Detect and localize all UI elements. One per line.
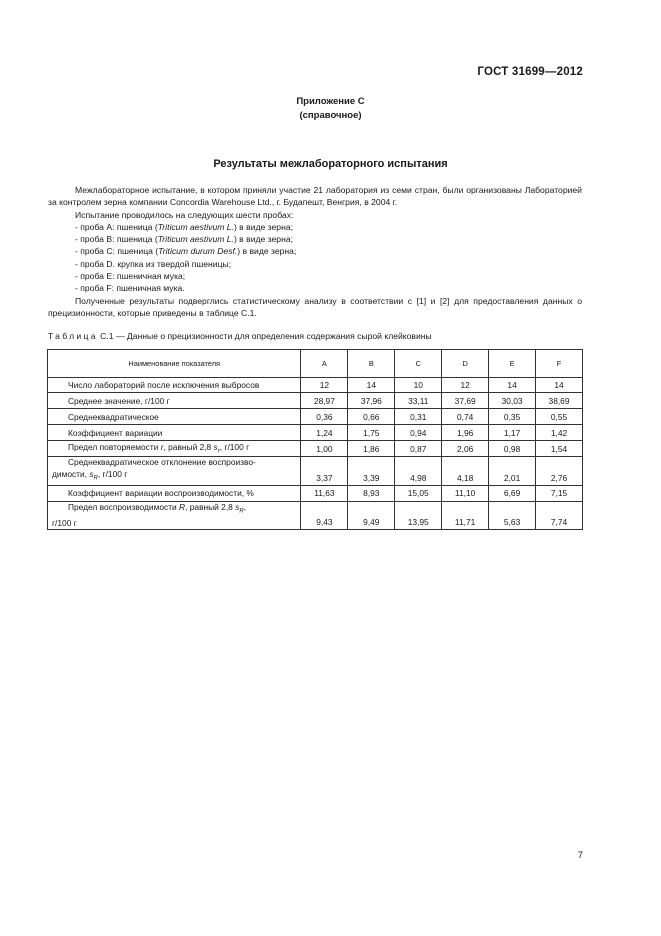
table-cell: 0,98 [489,441,536,457]
table-cell: 1,42 [536,425,583,441]
list-item: - проба А: пшеница (Triticum aestivum L.) в виде зерна; [75,221,294,232]
row-label: Предел воспроизводимости R, равный 2,8 $s_R$, г/100 г [48,501,301,530]
header-cell: A [301,350,348,378]
table-cell: 2,01 [489,457,536,486]
list-item: - проба Е: пшеничная мука; [75,271,186,282]
table-cell: 0,36 [301,409,348,425]
table-cell: 4,98 [395,457,442,486]
table-cell: 1,17 [489,425,536,441]
table-cell: 33,11 [395,393,442,409]
paragraph-results: Полученные результаты подверглись статистическому анализу в соответствии с [1] и [2] для предоставления данных о прецизионности, которые приведены в таблице С.1. [48,295,582,318]
section-heading: Результаты межлабораторного испытания [213,158,448,170]
table-cell: 12 [442,378,489,393]
table-row [48,457,583,486]
table-cell: 9,49 [348,501,395,530]
table-cell: 8,93 [348,485,395,501]
body-text [48,184,582,319]
table-row [48,409,583,425]
table-cell: 0,74 [442,409,489,425]
table-cell: 2,06 [442,441,489,457]
table-cell: 12 [301,378,348,393]
row-label: Число лабораторий после исключения выбросов [48,378,301,393]
header-cell: F [536,350,583,378]
standard-number: ГОСТ 31699—2012 [477,66,583,78]
row-label: Среднеквадратическое отклонение воспроизво- димости, $s_R$, г/100 г [48,457,301,486]
row-label: Коэффициент вариации [48,425,301,441]
table-cell: 1,00 [301,441,348,457]
annex-title: Приложение С [296,96,365,107]
table-cell: 1,24 [301,425,348,441]
list-item: - проба D. крупка из твердой пшеницы; [75,258,232,269]
list-item: - проба С: пшеница (Triticum durum Desf.) в виде зерна; [75,246,297,257]
table-cell: 1,86 [348,441,395,457]
row-label: Предел повторяемости r, равный 2,8 $s_r$, г/100 г [48,441,301,457]
table-cell: 10 [395,378,442,393]
paragraph-intro: Межлабораторное испытание, в котором приняли участие 21 лаборатория из семи стран, были организованы Лабораторией за контролем зерна компании Concordia Warehouse Ltd., г. Будапешт, Венгрия, в 2004 г. [48,185,582,208]
table-cell: 5,63 [489,501,536,530]
table-cell: 0,35 [489,409,536,425]
header-cell: B [348,350,395,378]
table-cell: 3,39 [348,457,395,486]
table-cell: 11,63 [301,485,348,501]
table-cell: 0,94 [395,425,442,441]
table-cell: 30,03 [489,393,536,409]
table-header-row [48,350,583,378]
table-row [48,441,583,457]
header-cell: C [395,350,442,378]
table-cell: 1,75 [348,425,395,441]
table-cell: 2,76 [536,457,583,486]
table-row [48,501,583,530]
table-cell: 0,87 [395,441,442,457]
table-cell: 0,31 [395,409,442,425]
table-cell: 3,37 [301,457,348,486]
table-row [48,425,583,441]
table-row [48,393,583,409]
table-cell: 9,43 [301,501,348,530]
row-label: Среднее значение, г/100 г [48,393,301,409]
page-number: 7 [577,850,583,861]
table-cell: 0,55 [536,409,583,425]
header-cell: Наименование показателя [48,350,301,378]
row-label: Коэффициент вариации воспроизводимости, % [48,485,301,501]
annex-note: (справочное) [299,110,362,121]
table-caption: Таблица С.1 — Данные о прецизионности для определения содержания сырой клейковины [48,331,432,341]
table-cell: 1,96 [442,425,489,441]
table-cell: 14 [536,378,583,393]
annex-block [0,95,661,123]
table-cell: 6,69 [489,485,536,501]
table-cell: 0,66 [348,409,395,425]
table-row [48,378,583,393]
table-row [48,485,583,501]
table-cell: 13,95 [395,501,442,530]
table-cell: 7,15 [536,485,583,501]
table-cell: 14 [348,378,395,393]
header-cell: E [489,350,536,378]
table-cell: 7,74 [536,501,583,530]
table-cell: 11,10 [442,485,489,501]
paragraph-samples: Испытание проводилось на следующих шести пробах: [75,209,294,220]
table-cell: 14 [489,378,536,393]
table-cell: 37,96 [348,393,395,409]
table-cell: 4,18 [442,457,489,486]
table-cell: 38,69 [536,393,583,409]
list-item: - проба F: пшеничная мука. [75,283,185,294]
table-cell: 28,97 [301,393,348,409]
table-cell: 15,05 [395,485,442,501]
header-cell: D [442,350,489,378]
precision-table [47,349,583,530]
table-cell: 1,54 [536,441,583,457]
row-label: Среднеквадратическое [48,409,301,425]
list-item: - проба В: пшеница (Triticum aestivum L.) в виде зерна; [75,234,294,245]
table-cell: 11,71 [442,501,489,530]
table-cell: 37,69 [442,393,489,409]
